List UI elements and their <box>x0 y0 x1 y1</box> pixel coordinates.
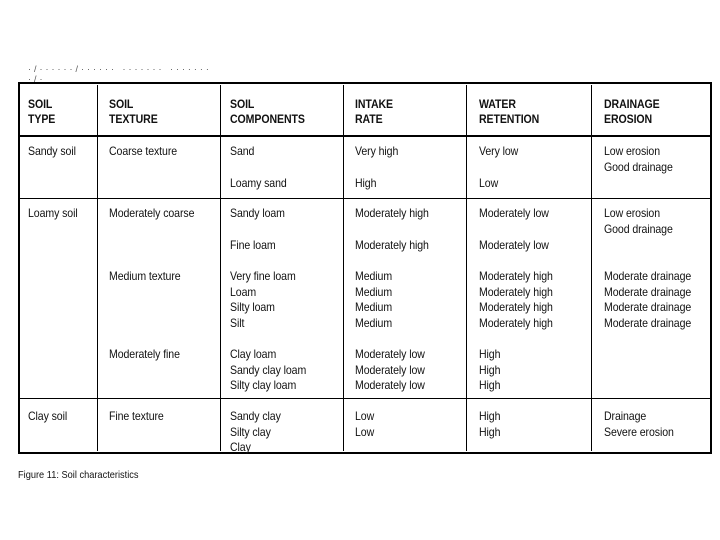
retention-cell: Moderately low <box>479 206 549 220</box>
texture-cell: Coarse texture <box>109 144 178 158</box>
column-divider <box>343 85 344 451</box>
components-cell: Fine loam <box>230 238 276 252</box>
retention-cell: High High <box>479 409 501 439</box>
drainage-cell: Moderate drainage Moderate drainage Moderate drainage Moderate drainage <box>604 269 692 330</box>
components-cell: Clay loam Sandy clay loam Silty clay loam <box>230 347 307 393</box>
components-cell: Sand <box>230 144 255 158</box>
column-divider <box>97 85 98 451</box>
intake-cell: Very high <box>355 144 399 158</box>
column-divider <box>591 85 592 451</box>
header-soil-components: SOIL COMPONENTS <box>230 97 305 126</box>
header-soil-type: SOIL TYPE <box>28 97 56 126</box>
header-intake-rate: INTAKE RATE <box>355 97 394 126</box>
texture-cell: Medium texture <box>109 269 181 283</box>
retention-cell: Very low <box>479 144 519 158</box>
drainage-cell: Low erosion Good drainage <box>604 144 673 174</box>
texture-cell: Moderately fine <box>109 347 180 361</box>
soil-type-cell: Sandy soil <box>28 144 76 158</box>
header-drainage-erosion: DRAINAGE EROSION <box>604 97 660 126</box>
retention-cell: Low <box>479 176 499 190</box>
intake-cell: High <box>355 176 377 190</box>
retention-cell: Moderately low <box>479 238 549 252</box>
soil-type-cell: Clay soil <box>28 409 68 423</box>
header-soil-texture: SOIL TEXTURE <box>109 97 158 126</box>
texture-cell: Fine texture <box>109 409 164 423</box>
retention-cell: High High High <box>479 347 501 393</box>
header-divider <box>20 135 710 137</box>
column-divider <box>220 85 221 451</box>
drainage-cell: Drainage Severe erosion <box>604 409 674 439</box>
intake-cell: Moderately high <box>355 206 429 220</box>
intake-cell: Moderately high <box>355 238 429 252</box>
retention-cell: Moderately high Moderately high Moderately high Moderately high <box>479 269 553 330</box>
intake-cell: Medium Medium Medium Medium <box>355 269 393 330</box>
column-divider <box>466 85 467 451</box>
soil-characteristics-table <box>18 82 712 454</box>
intake-cell: Low Low <box>355 409 375 439</box>
cropped-text-fragment: ·/······/······ ······· ······· ·/· <box>28 64 212 84</box>
components-cell: Loamy sand <box>230 176 287 190</box>
header-water-retention: WATER RETENTION <box>479 97 540 126</box>
row-divider <box>20 198 710 199</box>
soil-type-cell: Loamy soil <box>28 206 78 220</box>
figure-caption: Figure 11: Soil characteristics <box>18 469 139 481</box>
row-divider <box>20 398 710 399</box>
components-cell: Sandy loam <box>230 206 285 220</box>
texture-cell: Moderately coarse <box>109 206 195 220</box>
components-cell: Sandy clay Silty clay Clay <box>230 409 281 455</box>
intake-cell: Moderately low Moderately low Moderately low <box>355 347 425 393</box>
drainage-cell: Low erosion Good drainage <box>604 206 673 236</box>
components-cell: Very fine loam Loam Silty loam Silt <box>230 269 296 330</box>
